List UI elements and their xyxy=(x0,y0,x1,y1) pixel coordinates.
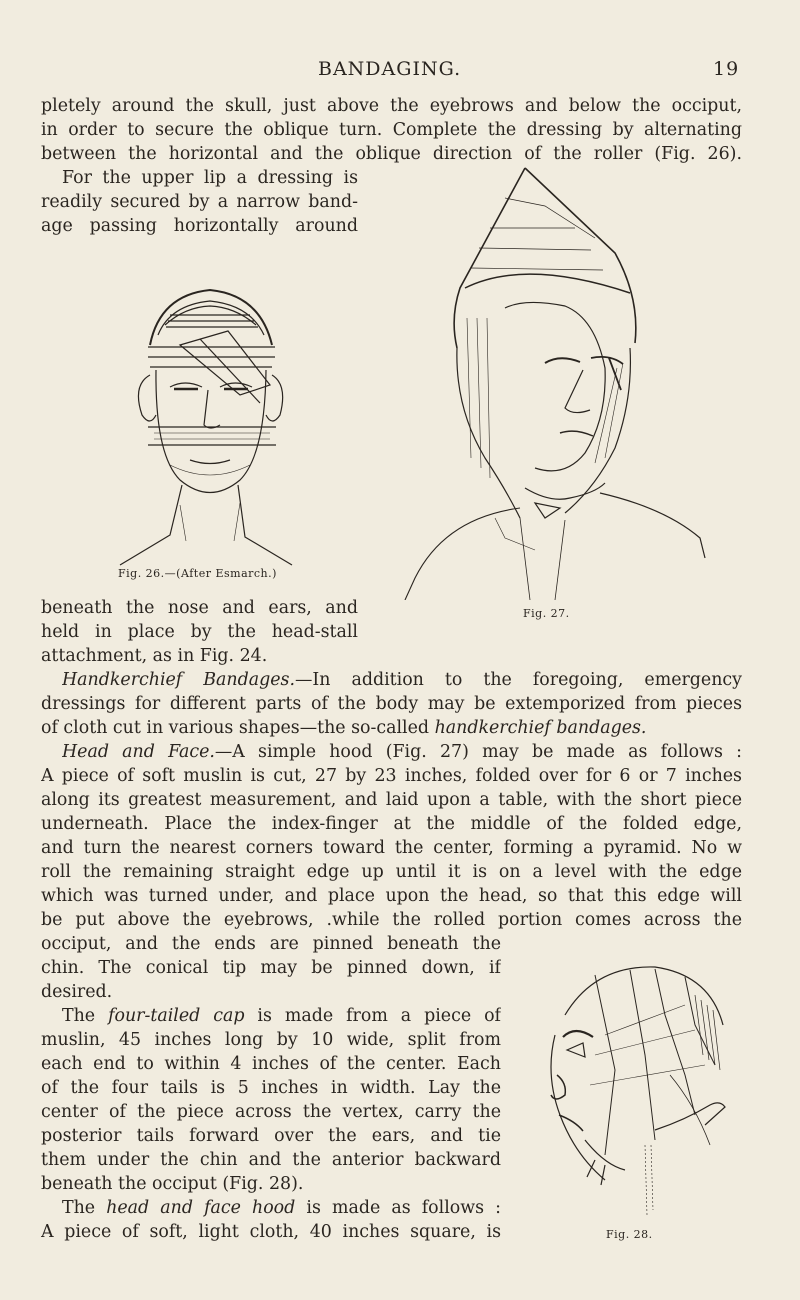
text-line: in order to secure the oblique turn. Complete the dressing by alternating xyxy=(41,120,742,140)
text-line: Handkerchief Bandages.—In addition to the foregoing, emergency xyxy=(62,670,742,690)
figure-27-caption: Fig. 27. xyxy=(523,607,570,620)
text-line: held in place by the head-stall xyxy=(41,622,358,642)
text-line: be put above the eyebrows, .while the rolled portion comes across the xyxy=(41,910,742,930)
text-line: each end to within 4 inches of the center. Each xyxy=(41,1054,501,1074)
text-line: pletely around the skull, just above the eyebrows and below the occiput, xyxy=(41,96,742,116)
section-heading: Head and Face. xyxy=(62,742,215,762)
text-line: muslin, 45 inches long by 10 wide, split from xyxy=(41,1030,501,1050)
text-line: readily secured by a narrow band- xyxy=(41,192,358,212)
running-header: BANDAGING. xyxy=(318,58,462,80)
text-line: desired. xyxy=(41,982,113,1002)
text-line: chin. The conical tip may be pinned down, if xyxy=(41,958,501,978)
figure-27-illustration xyxy=(395,158,720,600)
figure-26-caption: Fig. 26.—(After Esmarch.) xyxy=(118,567,277,580)
text-line: of the four tails is 5 inches in width. Lay the xyxy=(41,1078,501,1098)
text-line: beneath the nose and ears, and xyxy=(41,598,358,618)
text-line: between the horizontal and the oblique direction of the roller (Fig. 26). xyxy=(41,144,742,164)
text-line: and turn the nearest corners toward the center, forming a pyramid. No w xyxy=(41,838,742,858)
text-line: attachment, as in Fig. 24. xyxy=(41,646,268,666)
figure-28-caption: Fig. 28. xyxy=(606,1228,653,1241)
text-line: roll the remaining straight edge up until it is on a level with the edge xyxy=(41,862,742,882)
text-line: For the upper lip a dressing is xyxy=(62,168,358,188)
figure-27-simple-hood xyxy=(395,158,720,600)
text-line: them under the chin and the anterior backward xyxy=(41,1150,501,1170)
figure-28-four-tailed-cap xyxy=(535,955,735,1220)
text-line: center of the piece across the vertex, carry the xyxy=(41,1102,501,1122)
text-line: age passing horizontally around xyxy=(41,216,358,236)
text-line: along its greatest measurement, and laid upon a table, with the short piece xyxy=(41,790,742,810)
figure-28-illustration xyxy=(535,955,735,1220)
text-line: occiput, and the ends are pinned beneath the xyxy=(41,934,501,954)
figure-26-upper-lip-bandage xyxy=(110,275,310,580)
figure-26-illustration xyxy=(110,275,310,580)
text-line: posterior tails forward over the ears, and tie xyxy=(41,1126,501,1146)
text-line: A piece of soft muslin is cut, 27 by 23 inches, folded over for 6 or 7 inches xyxy=(41,766,742,786)
page-number: 19 xyxy=(713,58,740,80)
text-line: Head and Face.—A simple hood (Fig. 27) may be made as follows : xyxy=(62,742,742,762)
text-line: which was turned under, and place upon the head, so that this edge will xyxy=(41,886,742,906)
section-heading: Handkerchief Bandages. xyxy=(62,670,295,690)
text-line: of cloth cut in various shapes—the so-called handkerchief bandages. xyxy=(41,718,647,738)
text-line: underneath. Place the index-finger at the middle of the folded edge, xyxy=(41,814,742,834)
text-line: A piece of soft, light cloth, 40 inches square, is xyxy=(41,1222,501,1242)
text-line: The head and face hood is made as follows : xyxy=(62,1198,501,1218)
text-line: dressings for different parts of the body may be extemporized from pieces xyxy=(41,694,742,714)
text-line: The four-tailed cap is made from a piece of xyxy=(62,1006,501,1026)
text-line: beneath the occiput (Fig. 28). xyxy=(41,1174,304,1194)
